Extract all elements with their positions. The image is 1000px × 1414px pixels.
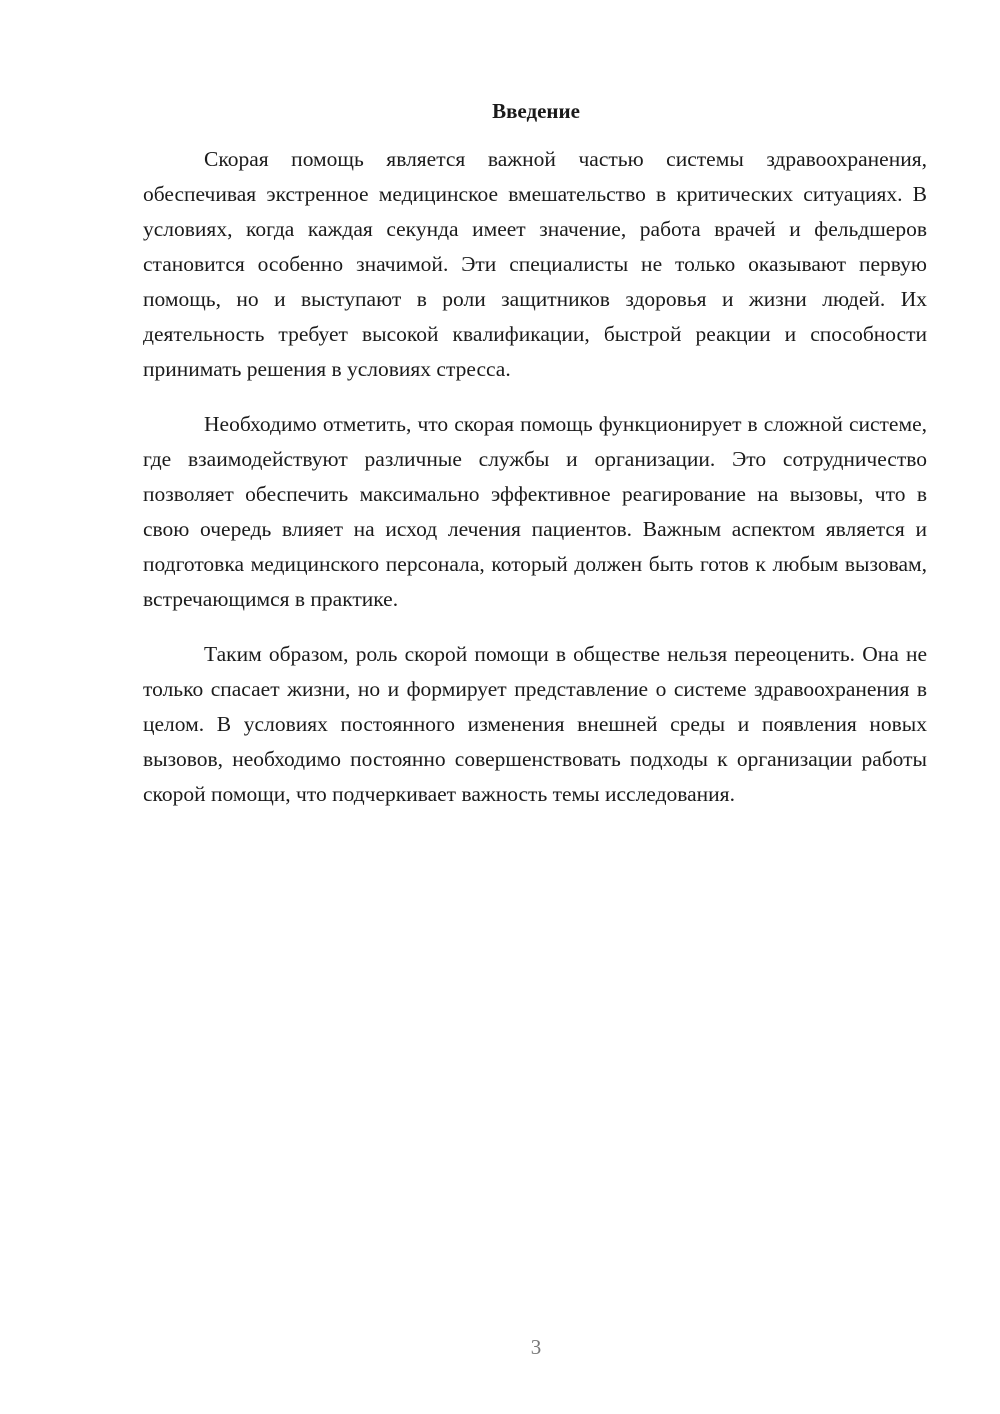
paragraph-2: Необходимо отметить, что скорая помощь функционирует в сложной системе, где взаимодействуют различные службы и организации. Это сотрудничество позволяет обеспечить максимально эффективное реагирование на вызовы, что в свою очередь влияет на исход лечения пациентов. Важным аспектом является и подготовка медицинского персонала, который должен быть готов к любым вызовам, встречающимся в практике. <box>143 412 927 611</box>
paragraph-1: Скорая помощь является важной частью системы здравоохранения, обеспечивая экстренное медицинское вмешательство в критических ситуациях. В условиях, когда каждая секунда имеет значение, работа врачей и фельдшеров становится особенно значимой. Эти специалисты не только оказывают первую помощь, но и выступают в роли защитников здоровья и жизни людей. Их деятельность требует высокой квалификации, быстрой реакции и способности принимать решения в условиях стресса. <box>143 147 927 381</box>
body-text <box>143 142 927 832</box>
section-heading: Введение <box>492 99 580 123</box>
page-number: 3 <box>530 1335 542 1359</box>
paragraph-3: Таким образом, роль скорой помощи в обществе нельзя переоценить. Она не только спасает жизни, но и формирует представление о системе здравоохранения в целом. В условиях постоянного изменения внешней среды и появления новых вызовов, необходимо постоянно совершенствовать подходы к организации работы скорой помощи, что подчеркивает важность темы исследования. <box>143 642 927 806</box>
